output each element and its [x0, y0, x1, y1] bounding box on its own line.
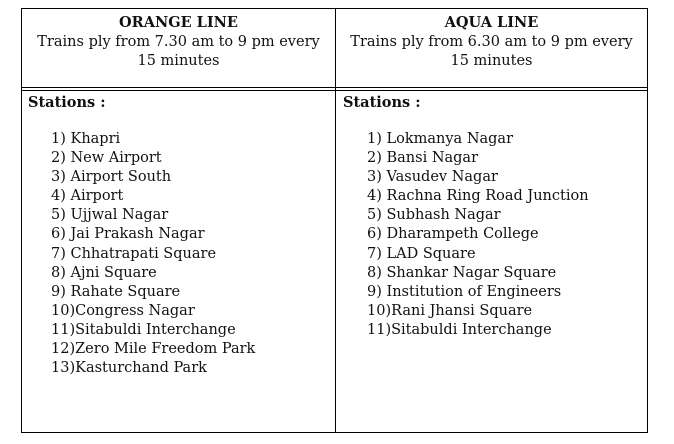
station-item: 7) Chhatrapati Square [51, 245, 217, 262]
orange-station-list [51, 130, 255, 378]
aqua-stations-label: Stations : [343, 94, 421, 111]
station-item: 6) Dharampeth College [367, 226, 539, 243]
station-item: 4) Airport [51, 188, 124, 205]
aqua-line-title: AQUA LINE [444, 14, 539, 31]
orange-line-header [22, 13, 335, 72]
station-item: 11)Sitabuldi Interchange [367, 321, 552, 338]
station-item: 5) Ujjwal Nagar [51, 207, 169, 224]
station-item: 10)Congress Nagar [51, 302, 195, 319]
header-divider-double [22, 90, 647, 91]
aqua-line-schedule: Trains ply from 6.30 am to 9 pm every 15 minutes [350, 33, 633, 69]
station-item: 9) Institution of Engineers [367, 283, 562, 300]
station-item: 8) Ajni Square [51, 264, 157, 281]
column-divider [335, 9, 336, 432]
station-item: 10)Rani Jhansi Square [367, 302, 533, 319]
aqua-line-header [336, 13, 647, 72]
station-item: 2) New Airport [51, 150, 162, 167]
station-item: 8) Shankar Nagar Square [367, 264, 557, 281]
station-item: 1) Lokmanya Nagar [367, 131, 514, 147]
station-item: 12)Zero Mile Freedom Park [51, 341, 256, 358]
station-item: 4) Rachna Ring Road Junction [367, 188, 589, 205]
station-item: 3) Vasudev Nagar [367, 169, 498, 186]
station-item: 13)Kasturchand Park [51, 360, 207, 377]
station-item: 1) Khapri [51, 131, 121, 147]
header-divider [22, 87, 647, 88]
station-item: 9) Rahate Square [51, 283, 181, 300]
station-item: 3) Airport South [51, 169, 172, 186]
station-item: 7) LAD Square [367, 245, 476, 262]
metro-lines-table [21, 8, 648, 433]
station-item: 5) Subhash Nagar [367, 207, 501, 224]
orange-line-title: ORANGE LINE [119, 14, 238, 31]
orange-stations-label: Stations : [28, 94, 106, 111]
station-item: 11)Sitabuldi Interchange [51, 321, 236, 338]
station-item: 6) Jai Prakash Nagar [51, 226, 205, 243]
aqua-station-list [367, 130, 589, 340]
orange-line-schedule: Trains ply from 7.30 am to 9 pm every 15 minutes [37, 33, 320, 69]
station-item: 2) Bansi Nagar [367, 150, 479, 167]
